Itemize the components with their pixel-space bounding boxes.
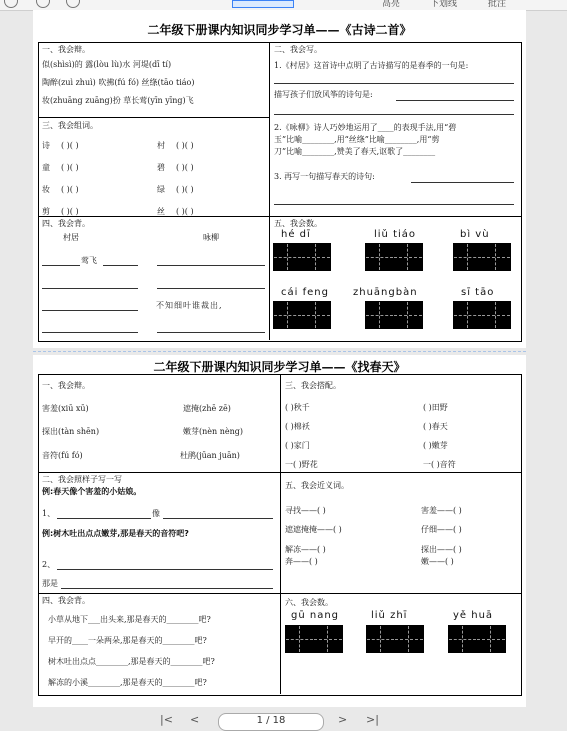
text-line: 害羞(xiū xū) [42, 404, 89, 413]
synonym-item: 仔细——( ) [421, 525, 462, 534]
writing-grid[interactable] [366, 625, 424, 653]
poem-fragment: 不知细叶谁裁出, [156, 301, 223, 310]
home-icon[interactable] [66, 0, 80, 8]
word-char: 剪 [42, 207, 50, 216]
question: 3. 再写一句描写春天的诗句: [274, 172, 375, 181]
match-item: ( )家门 [285, 441, 310, 450]
worksheet-title: 二年级下册课内知识同步学习单——《古诗二首》 [147, 23, 412, 37]
poem-fragment: 莺飞 [81, 256, 97, 265]
section-heading: 二、我会写。 [274, 45, 322, 54]
match-item: 一( )音符 [423, 460, 456, 469]
pinyin: sī tāo [461, 287, 495, 298]
synonym-item: 嫩——( ) [421, 557, 454, 566]
text-line: 杜鹃(jūan juān) [180, 451, 240, 460]
question: 2.《咏柳》诗人巧妙地运用了____的表现手法,用“碧 [274, 123, 457, 132]
section-heading: 一、我会辩。 [42, 45, 90, 54]
blank-label: 那是 [42, 579, 58, 588]
section-heading: 六、我会数。 [285, 598, 333, 607]
synonym-item: 遮遮掩掩——( ) [285, 525, 342, 534]
text-line: 探出(tàn shēn) [42, 427, 100, 436]
word-char: 诗 [42, 141, 50, 150]
pinyin: hé dī [281, 229, 311, 240]
recite-line: 树木吐出点点________,那是春天的________吧? [48, 657, 215, 666]
pager [0, 712, 567, 727]
writing-grid[interactable] [365, 243, 423, 271]
text-line: 妆(zhuāng zuāng)扮 草长莺(yīn yīng)飞 [42, 96, 194, 105]
text-line: 遮掩(zhē zē) [183, 404, 231, 413]
blank-label: 1、 [42, 509, 56, 518]
section-heading: 三、我会搭配。 [285, 381, 341, 390]
annotate-button[interactable]: 批注 [488, 0, 507, 9]
first-page-icon[interactable]: |< [160, 713, 173, 726]
match-item: ( )秋千 [285, 403, 310, 412]
blank: ( )( ) [61, 141, 79, 150]
synonym-item: 探出——( ) [421, 545, 462, 554]
next-page-icon[interactable]: > [338, 713, 348, 726]
pinyin: liǔ zhī [371, 610, 408, 621]
synonym-item: 害羞——( ) [421, 506, 462, 515]
writing-grid[interactable] [365, 301, 423, 329]
section-heading: 五、我会数。 [274, 219, 322, 228]
underline-button[interactable]: 下划线 [430, 0, 458, 9]
blank: ( )( ) [176, 163, 194, 172]
example: 例:春天像个害羞的小姑娘。 [42, 487, 142, 496]
pinyin: cái feng [281, 287, 329, 298]
writing-grid[interactable] [273, 243, 331, 271]
highlight-button[interactable]: 高亮 [382, 0, 401, 9]
worksheet-page-2 [33, 355, 526, 707]
recite-line: 早开的____一朵两朵,那是春天的________吧? [48, 636, 207, 645]
pinyin: zhuāngbàn [353, 287, 418, 298]
recite-line: 解冻的小溪________,那是春天的________吧? [48, 678, 207, 687]
word-char: 丝 [157, 207, 165, 216]
blank: ( )( ) [61, 207, 79, 216]
pinyin: bì vù [460, 229, 490, 240]
word-char: 童 [42, 163, 50, 172]
back-icon[interactable] [4, 0, 18, 8]
writing-grid[interactable] [285, 625, 343, 653]
question: 描写孩子们放风筝的诗句是: [274, 90, 373, 99]
writing-grid[interactable] [453, 301, 511, 329]
match-item: ( )棉袄 [285, 422, 310, 431]
section-heading: 四、我会背。 [42, 219, 90, 228]
synonym-item: 寻找——( ) [285, 506, 326, 515]
select-tool[interactable] [232, 0, 294, 8]
question: 1.《村居》这首诗中点明了古诗描写的是春季的一句是: [274, 61, 469, 70]
blank-label: 像 [152, 509, 160, 518]
refresh-icon[interactable] [36, 0, 50, 8]
section-heading: 二、我会照样子写一写 [42, 475, 122, 484]
blank: ( )( ) [61, 163, 79, 172]
word-char: 村 [157, 141, 165, 150]
question: 刀”比喻________,赞美了春天,讴歌了________ [274, 147, 436, 156]
pinyin: liǔ tiáo [374, 229, 417, 240]
question: 玉”比喻________,用“丝绦”比喻________,用“剪 [274, 135, 440, 144]
text-line: 似(shìsì)的 露(lòu lù)水 河堤(dī tí) [42, 60, 172, 69]
prev-page-icon[interactable]: < [190, 713, 200, 726]
text-line: 音符(fú fó) [42, 451, 83, 460]
writing-grid[interactable] [453, 243, 511, 271]
poem-title: 村居 [63, 233, 79, 242]
page-number-input[interactable]: 1 / 18 [218, 713, 324, 731]
pinyin: yě huā [453, 610, 494, 621]
page-divider [33, 351, 526, 352]
blank: ( )( ) [176, 207, 194, 216]
section-heading: 五、我会近义词。 [285, 481, 349, 490]
word-char: 碧 [157, 163, 165, 172]
worksheet-page-1 [33, 10, 526, 348]
example: 例:树木吐出点点嫩芽,那是春天的音符吧? [42, 529, 189, 538]
blank-label: 2、 [42, 560, 56, 569]
blank: ( )( ) [61, 185, 79, 194]
recite-line: 小草从地下___出头来,那是春天的________吧? [48, 615, 211, 624]
word-char: 妆 [42, 185, 50, 194]
blank: ( )( ) [176, 185, 194, 194]
match-item: ( )嫩芽 [423, 441, 448, 450]
word-char: 绿 [157, 185, 165, 194]
pinyin: gū nang [291, 610, 340, 621]
last-page-icon[interactable]: >| [366, 713, 379, 726]
blank: ( )( ) [176, 141, 194, 150]
text-line: 嫩芽(nèn nèng) [183, 427, 243, 436]
section-heading: 四、我会背。 [42, 596, 90, 605]
synonym-item: 解冻——( ) [285, 545, 326, 554]
section-heading: 一、我会辩。 [42, 381, 90, 390]
writing-grid[interactable] [273, 301, 331, 329]
writing-grid[interactable] [448, 625, 506, 653]
match-item: ( )田野 [423, 403, 448, 412]
poem-title: 咏柳 [203, 233, 219, 242]
match-item: ( )春天 [423, 422, 448, 431]
synonym-item: 奔——( ) [285, 557, 318, 566]
worksheet-title: 二年级下册课内知识同步学习单——《找春天》 [153, 360, 406, 374]
section-heading: 三、我会组词。 [42, 121, 98, 130]
text-line: 陶醉(zuì zhuì) 吹拂(fú fó) 丝绦(tāo tiáo) [42, 78, 195, 87]
match-item: 一( )野花 [285, 460, 318, 469]
